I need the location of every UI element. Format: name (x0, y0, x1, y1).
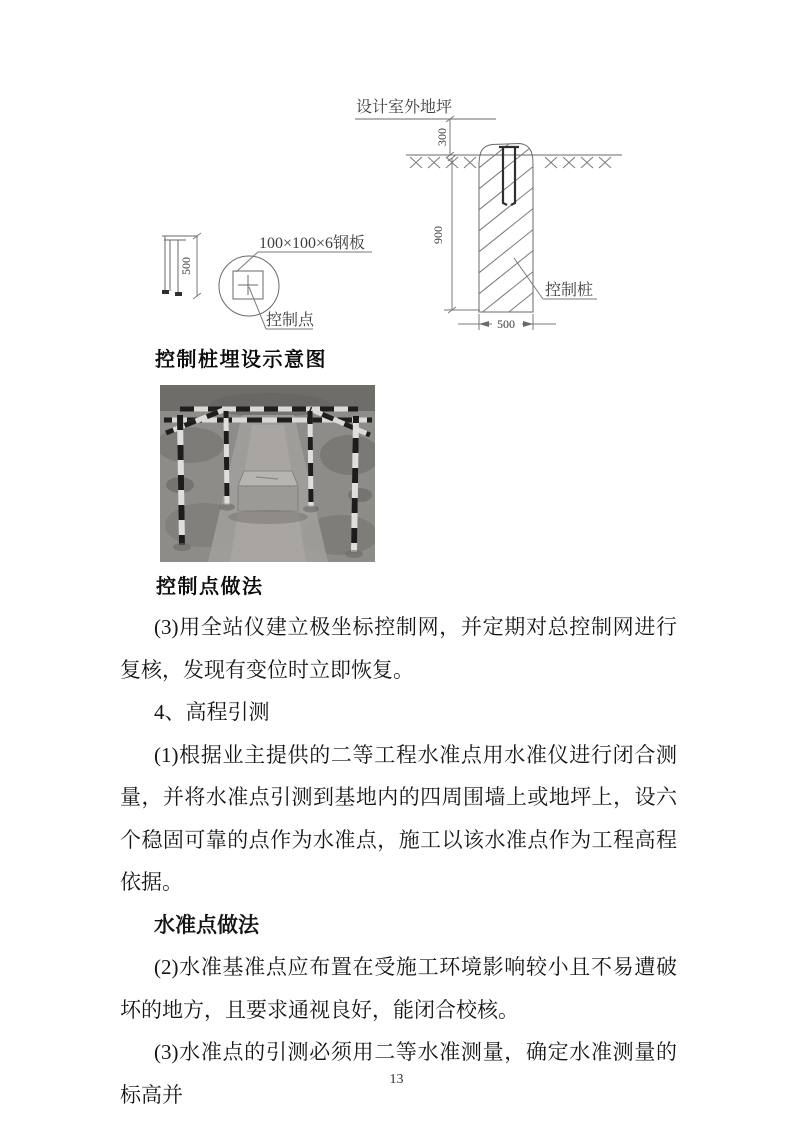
ground-level-label: 设计室外地坪 (356, 99, 453, 116)
dim-300 (435, 116, 454, 158)
paragraph: (2)水准基准点应布置在受施工环境影响较小且不易遭破坏的地方，且要求通视良好，能闭合校核。 (120, 955, 677, 1022)
anchor-bar (499, 147, 519, 205)
control-pile-label-text: 控制桩 (545, 282, 594, 299)
plate-plan-view (219, 256, 279, 316)
page-number: 13 (389, 1072, 404, 1087)
plate-side-view (162, 233, 201, 299)
steel-plate-label-text: 100×100×6钢板 (259, 235, 366, 252)
ground-hatch (410, 157, 611, 168)
control-pile-diagram (0, 0, 793, 352)
control-pile-label (514, 258, 597, 299)
dim-500-side-text: 500 (179, 257, 193, 275)
control-point-label-text: 控制点 (266, 312, 315, 329)
control-point-label (249, 287, 315, 329)
paragraph: (3)水准点的引测必须用二等水准测量，确定水准测量的标高并 (120, 1040, 677, 1107)
photo-caption: 控制点做法 (156, 576, 264, 598)
paragraph: (1)根据业主提供的二等工程水准点用水准仪进行闭合测量，并将水准点引测到基地内的四周围墙上或地坪上，设六个稳固可靠的点作为水准点，施工以该水准点作为工程高程依据。 (120, 742, 677, 894)
pile-hatch (470, 115, 545, 343)
steel-plate-label (236, 234, 372, 272)
subheading: 水准点做法 (154, 912, 259, 937)
dim-300-text: 300 (435, 128, 449, 146)
body-text (120, 606, 677, 1116)
dim-500-bottom-text: 500 (497, 317, 515, 331)
section-heading: 4、高程引测 (154, 700, 270, 724)
dim-900 (431, 155, 480, 313)
dim-900-text: 900 (431, 226, 445, 244)
control-point-photo (160, 385, 375, 562)
diagram-caption: 控制桩埋设示意图 (155, 349, 327, 371)
paragraph: (3)用全站仪建立极坐标控制网，并定期对总控制网进行复核，发现有变位时立即恢复。 (120, 615, 677, 682)
dim-500-bottom (458, 314, 556, 331)
